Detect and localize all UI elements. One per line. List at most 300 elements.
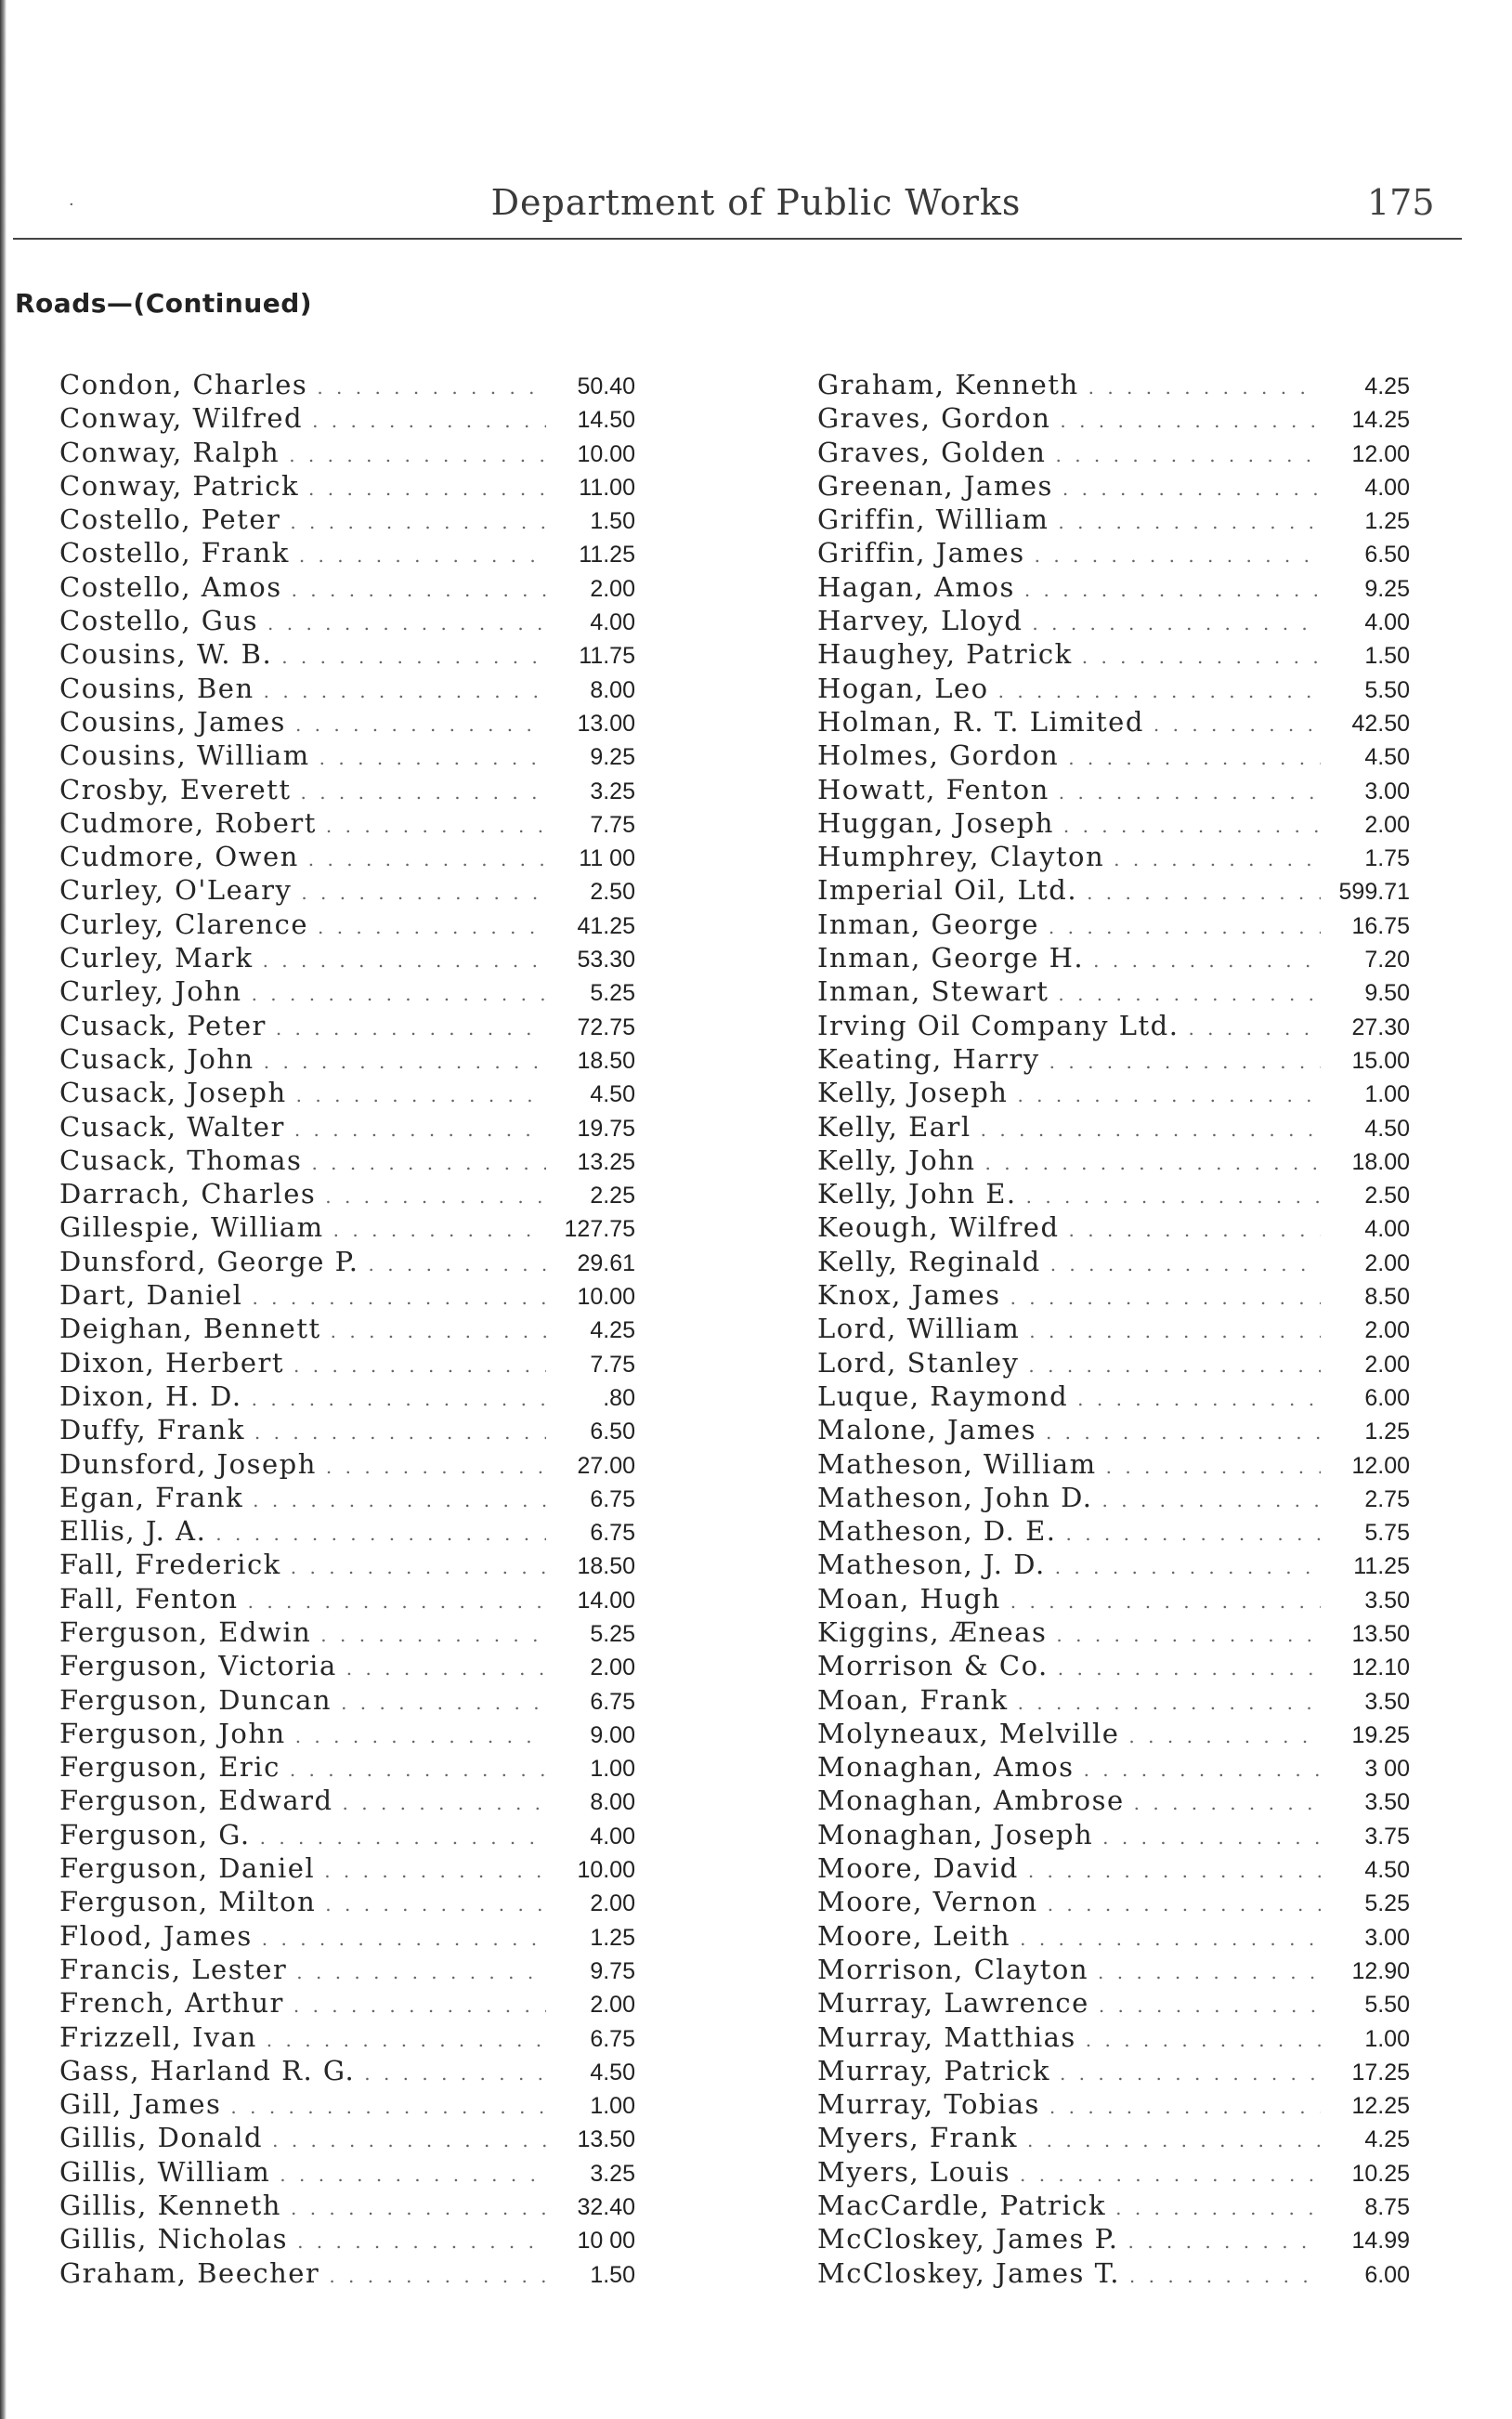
entry-name: Inman, George H. xyxy=(817,942,1085,974)
entry-amount: 4.00 xyxy=(1364,1216,1410,1243)
ledger-entry xyxy=(59,1278,635,1312)
ledger-entry xyxy=(817,1413,1410,1446)
ledger-entry xyxy=(59,1447,635,1481)
entry-amount: 599.71 xyxy=(1338,879,1410,906)
dot-leader xyxy=(1018,1686,1321,1717)
entry-amount: 9.75 xyxy=(590,1957,635,1984)
ledger-entry xyxy=(59,773,635,806)
dot-leader xyxy=(254,1416,546,1446)
ledger-entry xyxy=(59,974,635,1008)
ledger-entry xyxy=(59,1885,635,1918)
section-heading: Roads—(Continued) xyxy=(15,288,313,319)
dot-leader xyxy=(1049,910,1321,941)
entry-name: Howatt, Fenton xyxy=(817,773,1049,805)
ledger-entry xyxy=(59,873,635,907)
dot-leader xyxy=(1129,2259,1321,2290)
entry-name: Flood, James xyxy=(59,1919,253,1952)
dot-leader xyxy=(291,1550,546,1581)
entry-name: McCloskey, James P. xyxy=(817,2223,1119,2256)
ledger-entry xyxy=(817,1312,1410,1345)
ledger-entry xyxy=(59,536,635,569)
dot-leader xyxy=(296,1079,546,1109)
ledger-entry xyxy=(817,2087,1410,2121)
dot-leader xyxy=(296,1955,546,1986)
dot-leader xyxy=(252,1382,546,1413)
ledger-entry xyxy=(59,941,635,974)
dot-leader xyxy=(1065,1517,1321,1548)
entry-name: Gillis, Donald xyxy=(59,2122,264,2154)
ledger-entry xyxy=(817,1447,1410,1481)
dot-leader xyxy=(985,1146,1321,1177)
dot-leader xyxy=(319,741,546,772)
entry-amount: 3.50 xyxy=(1364,1789,1410,1816)
entry-amount: 2.25 xyxy=(590,1183,635,1210)
dot-leader xyxy=(1060,404,1321,435)
entry-amount: 11.00 xyxy=(579,474,635,501)
entry-name: Costello, Amos xyxy=(59,570,282,603)
entry-name: Cousins, Ben xyxy=(59,672,254,704)
dot-leader xyxy=(1102,1484,1321,1514)
dot-leader xyxy=(1098,1955,1321,1986)
entry-amount: 7.75 xyxy=(590,1351,635,1378)
entry-name: Cusack, John xyxy=(59,1042,254,1075)
entry-name: Dixon, Herbert xyxy=(59,1346,285,1379)
entry-name: Frizzell, Ivan xyxy=(59,2020,257,2053)
entry-amount: 1.00 xyxy=(1364,1081,1410,1108)
ledger-entry xyxy=(817,1582,1410,1615)
entry-amount: 127.75 xyxy=(564,1216,635,1243)
dot-leader xyxy=(1134,1786,1321,1817)
entry-amount: 16.75 xyxy=(1351,912,1410,939)
ledger-entry xyxy=(817,1784,1410,1817)
entry-name: Gillis, William xyxy=(59,2155,271,2188)
entry-name: Inman, Stewart xyxy=(817,975,1049,1008)
dot-leader xyxy=(252,1281,546,1312)
dot-leader xyxy=(326,809,546,840)
dot-leader xyxy=(1028,1854,1321,1885)
entry-name: Matheson, J. D. xyxy=(817,1549,1046,1581)
ledger-entry xyxy=(817,1177,1410,1210)
entry-name: Moore, Vernon xyxy=(817,1886,1038,1918)
ledger-entry xyxy=(59,1110,635,1144)
entry-name: Costello, Frank xyxy=(59,537,290,569)
ledger-entry xyxy=(817,840,1410,873)
ledger-entry xyxy=(817,2054,1410,2087)
dot-leader xyxy=(1063,809,1321,840)
entry-name: Egan, Frank xyxy=(59,1481,244,1513)
entry-name: Gill, James xyxy=(59,2088,222,2121)
ledger-entry xyxy=(59,1750,635,1784)
entry-amount: 3.50 xyxy=(1364,1587,1410,1614)
dot-leader xyxy=(263,944,546,974)
dot-leader xyxy=(1056,1618,1321,1649)
ledger-entry xyxy=(817,469,1410,503)
entry-name: Keating, Harry xyxy=(817,1042,1040,1075)
entry-amount: 10.00 xyxy=(577,440,635,467)
entry-name: Cusack, Joseph xyxy=(59,1077,287,1109)
entry-amount: 4.50 xyxy=(590,1081,635,1108)
entry-name: Ferguson, Milton xyxy=(59,1886,317,1918)
dot-leader xyxy=(281,640,546,671)
dot-leader xyxy=(331,1314,546,1345)
dot-leader xyxy=(343,1786,546,1817)
dot-leader xyxy=(267,607,546,637)
ledger-entry xyxy=(817,2020,1410,2054)
entry-amount: 13.50 xyxy=(1351,1620,1410,1647)
entry-name: Cusack, Peter xyxy=(59,1009,267,1041)
entry-amount: 4.25 xyxy=(590,1317,635,1344)
entry-name: Hagan, Amos xyxy=(817,570,1015,603)
entry-name: Dart, Daniel xyxy=(59,1279,243,1312)
entry-amount: 13.00 xyxy=(577,710,635,737)
dot-leader xyxy=(311,1146,546,1177)
ledger-entry xyxy=(817,1042,1410,1076)
entry-name: Gass, Harland R. G. xyxy=(59,2054,356,2086)
entry-name: Matheson, William xyxy=(817,1447,1097,1480)
entry-name: Hogan, Leo xyxy=(817,672,989,704)
ledger-entry xyxy=(817,1953,1410,1986)
ledger-entry xyxy=(817,637,1410,671)
entry-amount: 1.50 xyxy=(1364,643,1410,670)
entry-amount: 6.75 xyxy=(590,1688,635,1715)
entry-amount: 3.25 xyxy=(590,778,635,804)
entry-amount: 10.00 xyxy=(577,1857,635,1884)
dot-leader xyxy=(1059,776,1321,806)
entry-name: Curley, John xyxy=(59,975,242,1008)
entry-name: Ellis, J. A. xyxy=(59,1515,207,1548)
entry-name: Holmes, Gordon xyxy=(817,739,1060,772)
entry-name: Morrison & Co. xyxy=(817,1650,1049,1682)
dot-leader xyxy=(1115,2191,1321,2222)
dot-leader xyxy=(290,1753,546,1784)
dot-leader xyxy=(1077,1382,1321,1413)
ledger-entry xyxy=(59,2054,635,2087)
dot-leader xyxy=(1029,1314,1321,1345)
entry-amount: 2.00 xyxy=(590,1992,635,2019)
dot-leader xyxy=(276,1012,546,1042)
ledger-entry xyxy=(59,2222,635,2256)
entry-name: Luque, Raymond xyxy=(817,1379,1069,1412)
entry-name: Graves, Golden xyxy=(817,436,1047,468)
entry-amount: 4.25 xyxy=(1364,373,1410,399)
entry-amount: 4.50 xyxy=(1364,1115,1410,1142)
ledger-entry xyxy=(59,705,635,739)
dot-leader xyxy=(230,2090,546,2121)
entry-name: Cusack, Thomas xyxy=(59,1144,303,1176)
entry-name: Imperial Oil, Ltd. xyxy=(817,874,1078,907)
entry-amount: 2.50 xyxy=(1364,1183,1410,1210)
entry-name: Moore, David xyxy=(817,1852,1019,1885)
ledger-entry xyxy=(817,401,1410,435)
dot-leader xyxy=(1032,607,1321,637)
ledger-entry xyxy=(817,1210,1410,1244)
entry-amount: 9.50 xyxy=(1364,980,1410,1007)
dot-leader xyxy=(252,977,546,1008)
entry-amount: 14.50 xyxy=(577,407,635,434)
entry-name: Kelly, John E. xyxy=(817,1178,1017,1210)
page-number: 175 xyxy=(1367,182,1435,223)
ledger-entry xyxy=(817,1818,1410,1851)
entry-name: Ferguson, Edward xyxy=(59,1785,333,1817)
ledger-entry xyxy=(59,1210,635,1244)
entry-name: Duffy, Frank xyxy=(59,1414,245,1446)
entry-amount: 2.00 xyxy=(1364,1317,1410,1344)
ledger-entry xyxy=(817,1919,1410,1953)
ledger-entry xyxy=(817,1649,1410,1682)
entry-amount: 19.75 xyxy=(577,1115,635,1142)
entry-amount: 4.00 xyxy=(590,1823,635,1850)
ledger-entry xyxy=(59,1649,635,1682)
entry-name: Cousins, W. B. xyxy=(59,638,273,671)
entry-amount: 5.75 xyxy=(1364,1520,1410,1547)
ledger-entry xyxy=(59,1986,635,2020)
dot-leader xyxy=(308,843,546,873)
entry-amount: 50.40 xyxy=(577,373,635,399)
ledger-entry xyxy=(817,1750,1410,1784)
ledger-entry xyxy=(59,1717,635,1750)
dot-leader xyxy=(1020,1922,1321,1953)
entry-amount: 32.40 xyxy=(577,2194,635,2221)
dot-leader xyxy=(1128,1719,1321,1750)
dot-leader xyxy=(1082,640,1321,671)
entry-amount: 29.61 xyxy=(577,1249,635,1276)
dot-leader xyxy=(346,1652,546,1682)
entry-amount: 5.50 xyxy=(1364,1992,1410,2019)
entry-amount: 13.25 xyxy=(577,1148,635,1175)
entry-name: Ferguson, Victoria xyxy=(59,1650,337,1682)
ledger-entry xyxy=(817,2189,1410,2222)
ledger-entry xyxy=(817,570,1410,604)
dot-leader xyxy=(1086,2023,1321,2054)
dot-leader xyxy=(267,2023,546,2054)
ledger-entry xyxy=(817,873,1410,907)
ledger-entry xyxy=(817,1076,1410,1109)
entry-amount: 4.50 xyxy=(1364,744,1410,771)
ledger-entry xyxy=(817,1245,1410,1278)
entry-amount: 9.25 xyxy=(590,744,635,771)
entry-amount: 11.75 xyxy=(579,643,635,670)
entry-amount: 2.75 xyxy=(1364,1485,1410,1512)
ledger-entry xyxy=(817,1144,1410,1177)
ledger-entry xyxy=(817,1009,1410,1042)
entry-name: Irving Oil Company Ltd. xyxy=(817,1009,1180,1041)
entry-amount: 9.00 xyxy=(590,1721,635,1748)
entry-name: Lord, Stanley xyxy=(817,1346,1020,1379)
dot-leader xyxy=(1087,876,1321,907)
right-column-list xyxy=(817,368,1410,2290)
ledger-entry xyxy=(59,1144,635,1177)
entry-name: Holman, R. T. Limited xyxy=(817,705,1144,738)
dot-leader xyxy=(264,674,546,705)
entry-name: Murray, Matthias xyxy=(817,2020,1076,2053)
entry-name: Myers, Frank xyxy=(817,2122,1018,2154)
entry-amount: 2.00 xyxy=(590,575,635,602)
entry-name: Darrach, Charles xyxy=(59,1178,317,1210)
entry-amount: 1.75 xyxy=(1364,845,1410,872)
entry-name: Conway, Patrick xyxy=(59,469,300,502)
ledger-entry xyxy=(817,1110,1410,1144)
entry-amount: 4.00 xyxy=(1364,609,1410,636)
entry-name: McCloskey, James T. xyxy=(817,2256,1120,2289)
dot-leader xyxy=(317,371,546,401)
ledger-entry xyxy=(817,1717,1410,1750)
dot-leader xyxy=(1024,573,1321,604)
ledger-entry xyxy=(59,1346,635,1379)
dot-leader xyxy=(289,438,546,469)
entry-amount: 18.50 xyxy=(577,1553,635,1580)
entry-amount: 3.00 xyxy=(1364,778,1410,804)
entry-name: Gillis, Nicholas xyxy=(59,2223,289,2256)
entry-name: Graham, Beecher xyxy=(59,2256,320,2289)
page-title: Department of Public Works xyxy=(490,182,1022,223)
ledger-entry xyxy=(59,739,635,772)
dot-leader xyxy=(280,2158,546,2189)
entry-amount: 12.25 xyxy=(1351,2093,1410,2120)
dot-leader xyxy=(325,1888,546,1918)
dot-leader xyxy=(1188,1012,1321,1042)
ledger-entry xyxy=(59,1615,635,1649)
ledger-entry xyxy=(817,1885,1410,1918)
dot-leader xyxy=(1093,944,1321,974)
dot-leader xyxy=(998,674,1321,705)
dot-leader xyxy=(264,1045,546,1076)
left-column-list xyxy=(59,368,635,2290)
entry-name: Moan, Hugh xyxy=(817,1582,1001,1615)
dot-leader xyxy=(1069,1213,1321,1244)
dot-leader xyxy=(290,505,546,536)
dot-leader xyxy=(326,1450,546,1481)
entry-name: Curley, Mark xyxy=(59,942,254,974)
entry-amount: 6.00 xyxy=(1364,2261,1410,2288)
entry-name: Murray, Lawrence xyxy=(817,1987,1089,2020)
ledger-entry xyxy=(817,1346,1410,1379)
entry-amount: 27.00 xyxy=(577,1452,635,1479)
dot-leader xyxy=(1084,1753,1321,1784)
ledger-entry xyxy=(59,2256,635,2290)
dot-leader xyxy=(1055,1550,1321,1581)
ledger-entry xyxy=(59,1851,635,1885)
entry-amount: 14.99 xyxy=(1351,2228,1410,2255)
entry-amount: 19.25 xyxy=(1351,1721,1410,1748)
ledger-entry xyxy=(59,2121,635,2154)
entry-name: Conway, Wilfred xyxy=(59,402,304,435)
entry-amount: 10 00 xyxy=(577,2228,635,2255)
entry-amount: 53.30 xyxy=(577,947,635,974)
ledger-entry xyxy=(59,436,635,469)
ledger-entry xyxy=(59,1582,635,1615)
ledger-entry xyxy=(59,469,635,503)
ledger-entry xyxy=(817,941,1410,974)
dot-leader xyxy=(1058,1652,1321,1682)
dot-leader xyxy=(325,1180,546,1210)
ledger-entry xyxy=(59,503,635,536)
entry-name: Condon, Charles xyxy=(59,369,308,400)
ledger-entry xyxy=(59,1784,635,1817)
entry-amount: 2.00 xyxy=(590,1654,635,1681)
dot-leader xyxy=(333,1213,546,1244)
dot-leader xyxy=(1010,1585,1321,1615)
entry-name: Gillespie, William xyxy=(59,1211,324,1244)
entry-name: Kelly, John xyxy=(817,1144,976,1176)
dot-leader xyxy=(293,1989,546,2020)
ledger-entry xyxy=(59,2189,635,2222)
ledger-entry xyxy=(59,1379,635,1413)
entry-amount: 1.00 xyxy=(590,2093,635,2120)
entry-amount: 7.20 xyxy=(1364,947,1410,974)
ledger-entry xyxy=(817,1548,1410,1581)
entry-name: Kelly, Reginald xyxy=(817,1245,1041,1277)
dot-leader xyxy=(1010,1281,1321,1312)
ledger-entry xyxy=(59,368,635,401)
entry-amount: 1.00 xyxy=(1364,2025,1410,2052)
entry-name: Huggan, Joseph xyxy=(817,806,1054,839)
entry-amount: 8.00 xyxy=(590,1789,635,1816)
ledger-entry xyxy=(59,1009,635,1042)
ledger-entry xyxy=(817,908,1410,941)
entry-name: Knox, James xyxy=(817,1279,1001,1312)
entry-name: Haughey, Patrick xyxy=(817,638,1073,671)
entry-amount: 18.50 xyxy=(577,1047,635,1074)
ledger-entry xyxy=(59,2155,635,2189)
entry-name: Kelly, Earl xyxy=(817,1110,971,1143)
ledger-entry xyxy=(817,2222,1410,2256)
entry-amount: 4.50 xyxy=(1364,1857,1410,1884)
ledger-entry xyxy=(817,368,1410,401)
entry-name: Curley, Clarence xyxy=(59,908,308,940)
entry-amount: 1.25 xyxy=(590,1924,635,1951)
entry-name: Fall, Frederick xyxy=(59,1549,281,1581)
entry-name: Dunsford, Joseph xyxy=(59,1447,317,1480)
entry-name: Inman, George xyxy=(817,908,1039,940)
entry-name: Cousins, James xyxy=(59,705,286,738)
entry-amount: 72.75 xyxy=(577,1013,635,1040)
ledger-entry xyxy=(59,1953,635,1986)
dot-leader xyxy=(1056,438,1322,469)
page-header xyxy=(0,182,1512,223)
entry-name: Conway, Ralph xyxy=(59,436,280,468)
entry-name: Dixon, H. D. xyxy=(59,1379,242,1412)
entry-name: Ferguson, John xyxy=(59,1717,286,1749)
entry-name: Humphrey, Clayton xyxy=(817,841,1105,873)
dot-leader xyxy=(320,1618,546,1649)
dot-leader xyxy=(1106,1450,1321,1481)
entry-name: French, Arthur xyxy=(59,1987,284,2020)
dot-leader xyxy=(297,2225,546,2256)
entry-name: Monaghan, Amos xyxy=(817,1751,1075,1784)
entry-name: MacCardle, Patrick xyxy=(817,2190,1107,2222)
dot-leader xyxy=(364,2057,546,2087)
entry-amount: .80 xyxy=(603,1384,635,1411)
entry-name: Ferguson, Eric xyxy=(59,1751,280,1784)
entry-name: Ferguson, G. xyxy=(59,1818,251,1850)
entry-amount: 3 00 xyxy=(1364,1756,1410,1783)
entry-name: Monaghan, Ambrose xyxy=(817,1785,1125,1817)
entry-name: Graham, Kenneth xyxy=(817,369,1079,400)
page-binding-edge xyxy=(0,0,7,2419)
ledger-entry xyxy=(59,2020,635,2054)
dot-leader xyxy=(248,1585,546,1615)
entry-name: Griffin, James xyxy=(817,537,1025,569)
ledger-entry xyxy=(817,2121,1410,2154)
dot-leader xyxy=(1017,1079,1321,1109)
entry-amount: 2.00 xyxy=(590,1890,635,1917)
entry-name: Lord, William xyxy=(817,1313,1021,1345)
entry-amount: 11.25 xyxy=(579,542,635,569)
ledger-entry xyxy=(817,773,1410,806)
entry-name: Murray, Patrick xyxy=(817,2054,1050,2086)
entry-amount: 3.75 xyxy=(1364,1823,1410,1850)
ledger-entry xyxy=(817,604,1410,637)
